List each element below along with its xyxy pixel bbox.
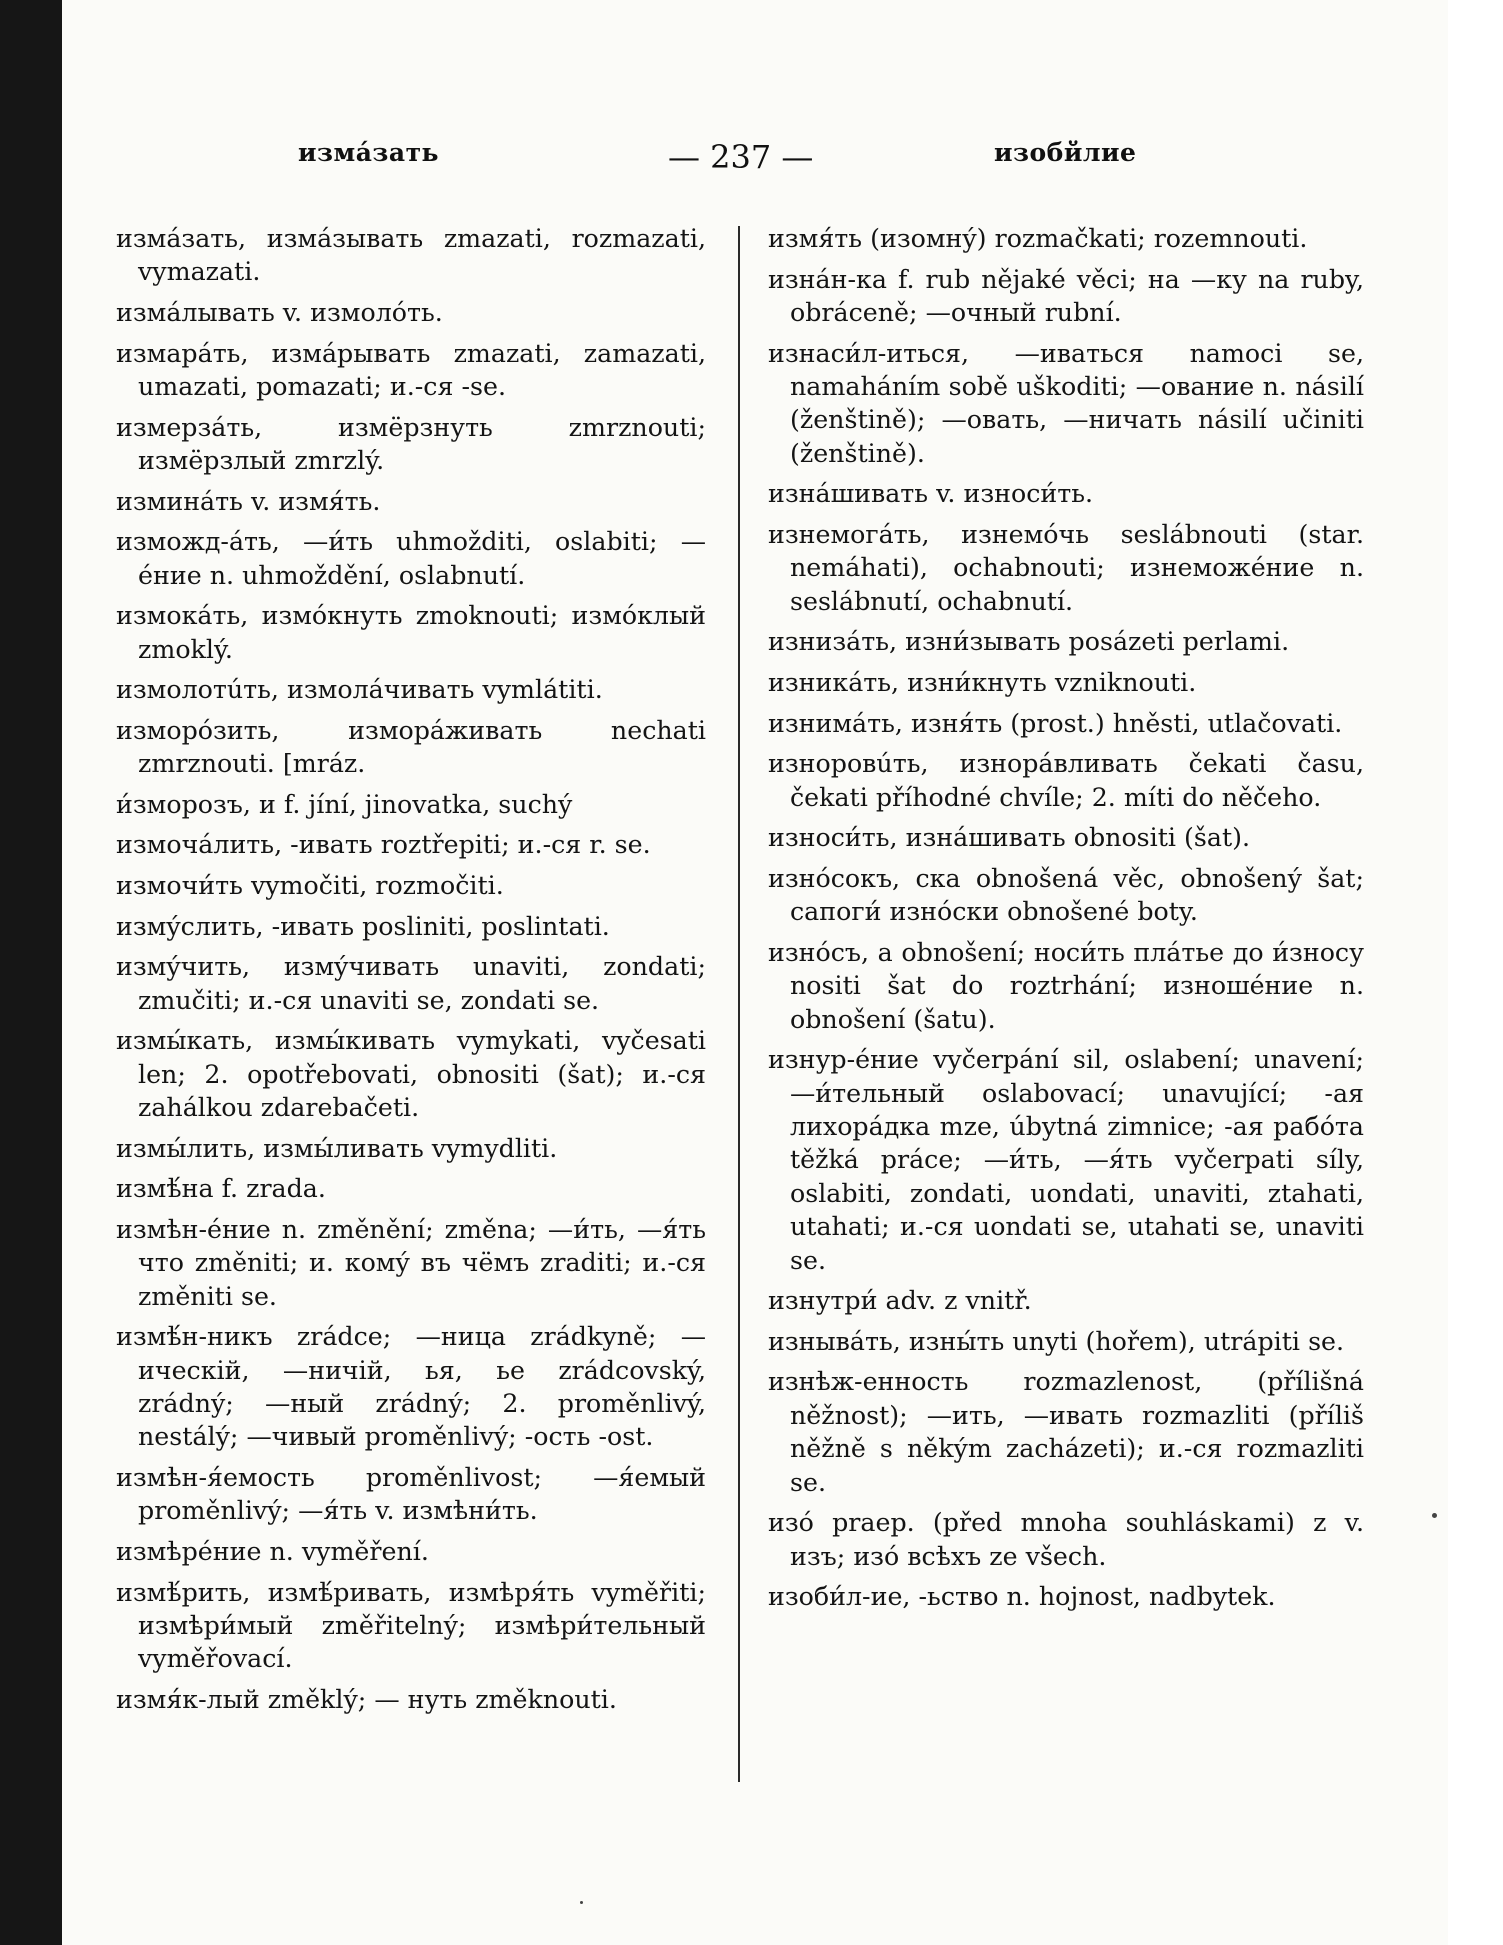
dictionary-entry: измарáть, измáрывать zmazati, zamazati, umazati, pomazati; и.-ся -se. xyxy=(116,338,706,401)
column-divider xyxy=(738,226,740,1782)
dictionary-entry: измѣн-я́емость proměnlivost; —я́емый proměnlivý; —я́ть v. измѣни́ть. xyxy=(116,1462,706,1526)
scan-speck xyxy=(1432,1513,1437,1518)
dictionary-entry: изнимáть, изня́ть (prost.) hněsti, utlačovati. xyxy=(768,708,1343,738)
dictionary-entry: изминáть v. измя́ть. xyxy=(116,486,381,516)
left-guide-word: измáзать xyxy=(298,138,440,167)
dictionary-entry: изможд-áть, —и́ть uhmožditi, oslabiti; —éние n. uhmoždění, oslabnutí. xyxy=(116,527,706,590)
dictionary-entry: изнемогáть, изнемóчь seslábnouti (star. nemáhati), ochabnouti; изнеможéние n. seslábnutí, ochabnutí. xyxy=(768,520,1364,616)
dictionary-entry: измáлывать v. измолóть. xyxy=(116,298,443,327)
dictionary-entry: изó praep. (před mnoha souhláskami) z v. изъ; изó всѣхъ ze všech. xyxy=(768,1508,1364,1571)
dictionary-entry: изморóзить, изморáживать nechati zmrznouti. [mráz. xyxy=(116,715,706,779)
dictionary-entry: измокáть, измóкнуть zmoknouti; измóклый zmoklý. xyxy=(116,601,706,664)
left-column xyxy=(116,222,706,1724)
right-guide-word: изобйлие xyxy=(994,138,1137,167)
dictionary-entry: измáзать, измáзывать zmazati, rozmazati, vymazati. xyxy=(116,224,706,287)
page-number: — 237 — xyxy=(668,138,814,176)
dictionary-entry: изнаси́л-иться, —иваться namoci se, namaháním sobě uškoditi; —ование n. násilí (ženštině); —овать, —ничать násilí učiniti (ženštině). xyxy=(768,338,1364,468)
dictionary-entry: изнóсокъ, ска obnošená věc, obnošený šat; сапоги́ изнóски obnošené boty. xyxy=(768,863,1364,927)
dictionary-entry: изнизáть, изни́зывать posázeti perlami. xyxy=(768,627,1290,657)
dictionary-entry: измѣрéние n. vyměření. xyxy=(116,1536,429,1566)
dictionary-entry: изнывáть, изны́ть unyti (hořem), utrápiti se. xyxy=(768,1326,1345,1356)
dictionary-entry: измя́ть (изомнý) rozmačkati; rozemnouti. xyxy=(768,224,1308,253)
right-column xyxy=(768,222,1364,1621)
dictionary-entry: измѣ́рить, измѣ́ривать, измѣря́ть vyměřiti; измѣри́мый změřitelný; измѣри́тельный vyměřovací. xyxy=(116,1577,706,1674)
dictionary-entry: износи́ть, изнáшивать obnositi (šat). xyxy=(768,823,1251,853)
dictionary-entry: измерзáть, измёрзнуть zmrznouti; измёрзлый zmrzlý. xyxy=(116,412,706,475)
dictionary-entry: изоби́л-ие, -ьство n. hojnost, nadbytek. xyxy=(768,1582,1276,1612)
dictionary-entry: измя́к-лый změklý; — нуть změknouti. xyxy=(116,1684,617,1714)
dictionary-entry: изнóсъ, а obnošení; носи́ть плáтье до и́зносу nositi šat do roztrhání; изношéние n. obnošení (šatu). xyxy=(768,937,1364,1034)
scan-speck xyxy=(580,1901,583,1904)
dictionary-entry: измýслить, -ивать posliniti, poslintati. xyxy=(116,911,610,941)
dictionary-entry: измѣн-éние n. změnění; změna; —и́ть, —я́ть что změniti; и. комý въ чёмъ zraditi; и.-ся změniti se. xyxy=(116,1214,706,1311)
dictionary-entry: изнѣж-енность rozmazlenost, (přílišná něžnost); —ить, —ивать rozmazliti (příliš něžně s někým zacházeti); и.-ся rozmazliti se. xyxy=(768,1367,1364,1497)
dictionary-entry: измѣ́на f. zrada. xyxy=(116,1174,326,1204)
dictionary-entry: изнутри́ adv. z vnitř. xyxy=(768,1286,1032,1316)
dictionary-entry: измýчить, измýчивать unaviti, zondati; zmučiti; и.-ся unaviti se, zondati se. xyxy=(116,952,706,1015)
dictionary-entry: измы́кать, измы́кивать vymykati, vyčesati len; 2. opotřebovati, obnositi (šat); и.-ся zahálkou zdarebačeti. xyxy=(116,1026,706,1122)
dictionary-entry: изноровúть, изнорáвливать čekati času, čekati příhodné chvíle; 2. míti do něčeho. xyxy=(768,749,1364,812)
dictionary-entry: измочáлить, -ивать roztřepiti; и.-ся r. se. xyxy=(116,830,651,860)
dictionary-entry: измѣ́н-никъ zrádce; —ница zrádkyně; —ическій, —ничій, ья, ье zrádcovský, zrádný; —ный zrádný; 2. proměnlivý, nestálý; —чивый proměnlivý; -ость -ost. xyxy=(116,1322,706,1452)
dictionary-entry: измолотúть, измолáчивать vymlátiti. xyxy=(116,675,603,705)
dictionary-entry: изнáн-ка f. rub nějaké věci; на —ку na ruby, obráceně; —очный rubní. xyxy=(768,264,1364,327)
dictionary-entry: измочи́ть vymočiti, rozmočiti. xyxy=(116,870,504,900)
dictionary-entry: и́зморозъ, и f. jíní, jinovatka, suchý xyxy=(116,789,573,819)
page-edge xyxy=(1448,0,1503,1945)
dictionary-entry: изникáть, изни́кнуть vzniknouti. xyxy=(768,668,1197,697)
dictionary-entry: изнур-éние vyčerpání sil, oslabení; unavení; —и́тельный oslabovací; unavující; -ая лихорáдка mze, úbytná zimnice; -ая рабóта těžká práce; —и́ть, —я́ть vyčerpati síly, oslabiti, zondati, uondati, unaviti, ztahati, utahati; и.-ся uondati se, utahati se, unaviti se. xyxy=(768,1045,1364,1275)
dictionary-entry: изнáшивать v. износи́ть. xyxy=(768,479,1094,509)
dictionary-entry: измы́лить, измы́ливать vymydliti. xyxy=(116,1133,558,1163)
book-spine-shadow xyxy=(0,0,62,1945)
